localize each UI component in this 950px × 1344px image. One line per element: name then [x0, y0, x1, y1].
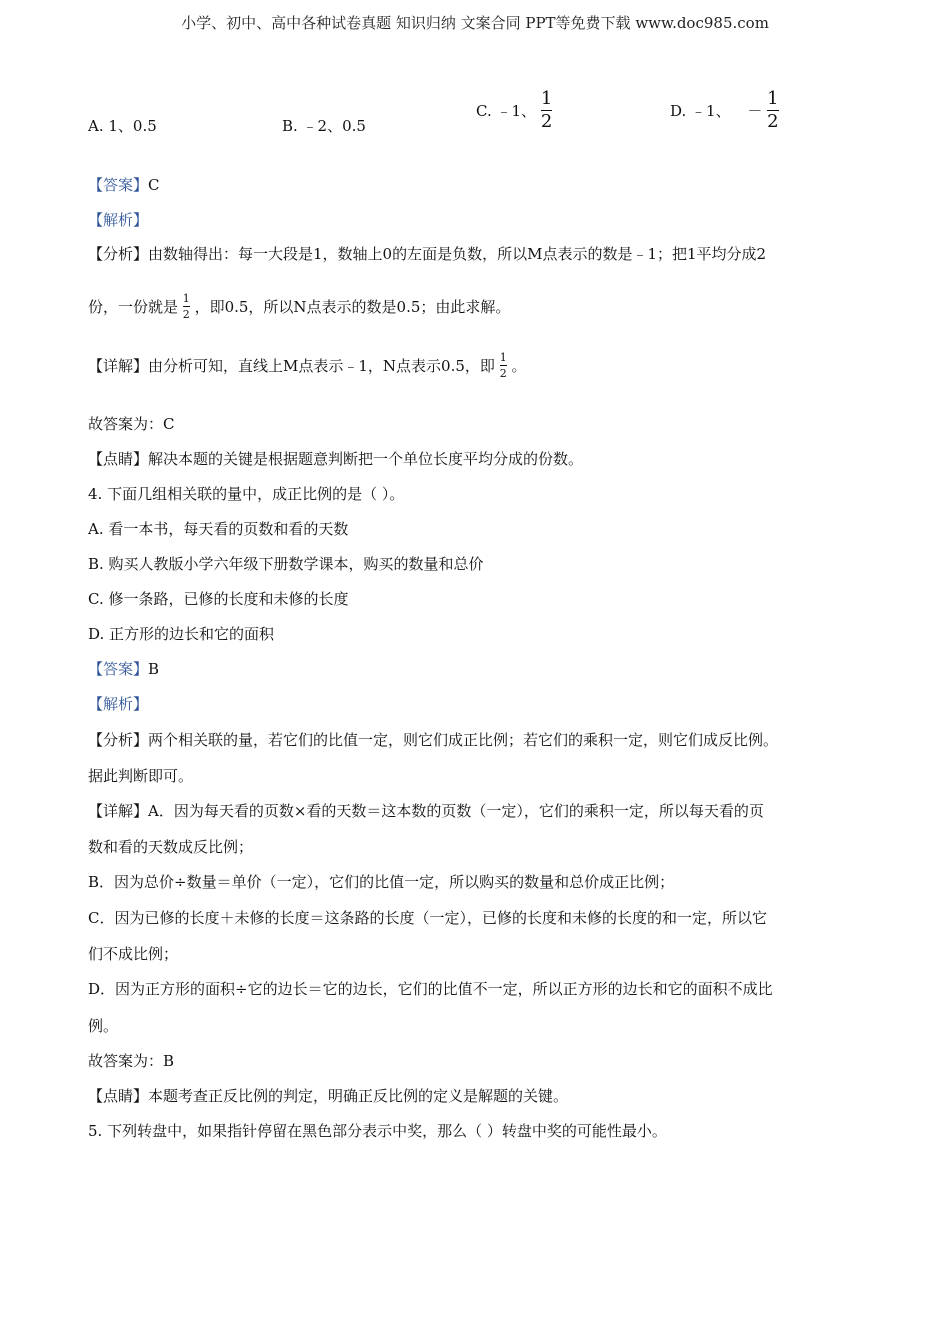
q4-xiangjie-b: B．因为总价÷数量＝单价（一定），它们的比值一定，所以购买的数量和总价成正比例； — [88, 873, 675, 891]
xiangjie-label: 【详解】 — [88, 802, 149, 820]
answer-value: C — [148, 176, 160, 194]
q3-jiexi: 【解析】 — [88, 211, 149, 229]
fenxi-label: 【分析】 — [88, 245, 149, 263]
dianjing-text: 本题考查正反比例的判定，明确正反比例的定义是解题的关键。 — [148, 1087, 569, 1105]
q3-option-c-fraction — [541, 90, 552, 131]
q3-fenxi-1 — [88, 244, 766, 264]
fraction-bar — [183, 306, 190, 307]
q3-final: 故答案为：C — [88, 415, 175, 433]
q4-option-d: D. 正方形的边长和它的面积 — [88, 625, 275, 643]
q3-option-b: B. ﹣2、0.5 — [282, 117, 366, 135]
q4-option-b: B. 购买人教版小学六年级下册数学课本，购买的数量和总价 — [88, 555, 484, 573]
fenxi-fraction — [183, 293, 190, 320]
fraction-bar — [500, 365, 507, 366]
answer-value: B — [148, 660, 160, 678]
answer-label: 【答案】 — [88, 176, 149, 194]
fenxi-label: 【分析】 — [88, 731, 149, 749]
xiangjie-text: A．因为每天看的页数×看的天数＝这本数的页数（一定），它们的乘积一定，所以每天看的页 — [148, 802, 764, 820]
q4-fenxi-1 — [88, 730, 778, 750]
q4-xiangjie-c1: C．因为已修的长度＋未修的长度＝这条路的长度（一定），已修的长度和未修的长度的和一定，所以它 — [88, 909, 767, 927]
fenxi-text-a: 份，一份就是 — [88, 297, 179, 316]
q4-dianjing — [88, 1086, 568, 1106]
q4-final: 故答案为：B — [88, 1052, 175, 1070]
q4-fenxi-2: 据此判断即可。 — [88, 767, 194, 785]
q4-answer — [88, 659, 159, 679]
fenxi-text: 两个相关联的量，若它们的比值一定，则它们成正比例；若它们的乘积一定，则它们成反比例。 — [148, 731, 779, 749]
fraction-numerator: 1 — [499, 351, 507, 364]
fraction-numerator: 1 — [767, 88, 779, 109]
q4-stem: 4. 下面几组相关联的量中，成正比例的是（ ）。 — [88, 485, 405, 503]
q3-answer — [88, 175, 160, 195]
q4-xiangjie-a1 — [88, 801, 764, 821]
fraction-denominator: 2 — [182, 308, 190, 321]
dianjing-label: 【点睛】 — [88, 1087, 149, 1105]
q4-xiangjie-d2: 例。 — [88, 1017, 119, 1035]
q3-option-d — [670, 90, 779, 131]
q4-xiangjie-c2: 们不成比例； — [88, 945, 179, 963]
q5-stem: 5. 下列转盘中，如果指针停留在黑色部分表示中奖，那么（ ）转盘中奖的可能性最小。 — [88, 1122, 667, 1140]
q4-xiangjie-a2: 数和看的天数成反比例； — [88, 838, 254, 856]
fraction-denominator: 2 — [540, 111, 553, 132]
answer-label: 【答案】 — [88, 660, 149, 678]
q3-xiangjie — [88, 352, 526, 379]
q3-option-c-prefix: C. ﹣1、 — [476, 102, 537, 120]
q4-option-a: A. 看一本书，每天看的页数和看的天数 — [88, 520, 349, 538]
xiangjie-text-a: 由分析可知，直线上M点表示﹣1，N点表示0.5，即 — [148, 356, 495, 375]
q4-option-c: C. 修一条路，已修的长度和未修的长度 — [88, 590, 349, 608]
xiangjie-label: 【详解】 — [88, 356, 149, 375]
q3-option-d-prefix: D. ﹣1、 — [670, 102, 731, 120]
q3-option-d-sign: － — [747, 102, 763, 120]
fraction-numerator: 1 — [182, 292, 190, 305]
dianjing-label: 【点睛】 — [88, 450, 149, 468]
fraction-denominator: 2 — [499, 367, 507, 380]
q3-dianjing — [88, 449, 583, 469]
q3-fenxi-2 — [88, 293, 510, 320]
q3-option-a: A. 1、0.5 — [88, 117, 157, 135]
fenxi-text: 由数轴得出：每一大段是1，数轴上0的左面是负数，所以M点表示的数是﹣1；把1平均分成2 — [148, 245, 767, 263]
q4-xiangjie-d1: D．因为正方形的面积÷它的边长＝它的边长，它们的比值不一定，所以正方形的边长和它的面积不成比 — [88, 980, 773, 998]
q3-option-c — [476, 90, 552, 131]
dianjing-text: 解决本题的关键是根据题意判断把一个单位长度平均分成的份数。 — [148, 450, 584, 468]
q4-jiexi: 【解析】 — [88, 695, 149, 713]
q3-option-d-fraction — [767, 90, 778, 131]
xiangjie-text-b: 。 — [511, 356, 527, 375]
fraction-numerator: 1 — [540, 88, 553, 109]
xiangjie-fraction — [500, 352, 507, 379]
page-header: 小学、初中、高中各种试卷真题 知识归纳 文案合同 PPT等免费下载 www.doc985.com — [181, 14, 769, 32]
fenxi-text-b: ，即0.5，所以N点表示的数是0.5；由此求解。 — [194, 297, 511, 316]
fraction-denominator: 2 — [767, 111, 779, 132]
